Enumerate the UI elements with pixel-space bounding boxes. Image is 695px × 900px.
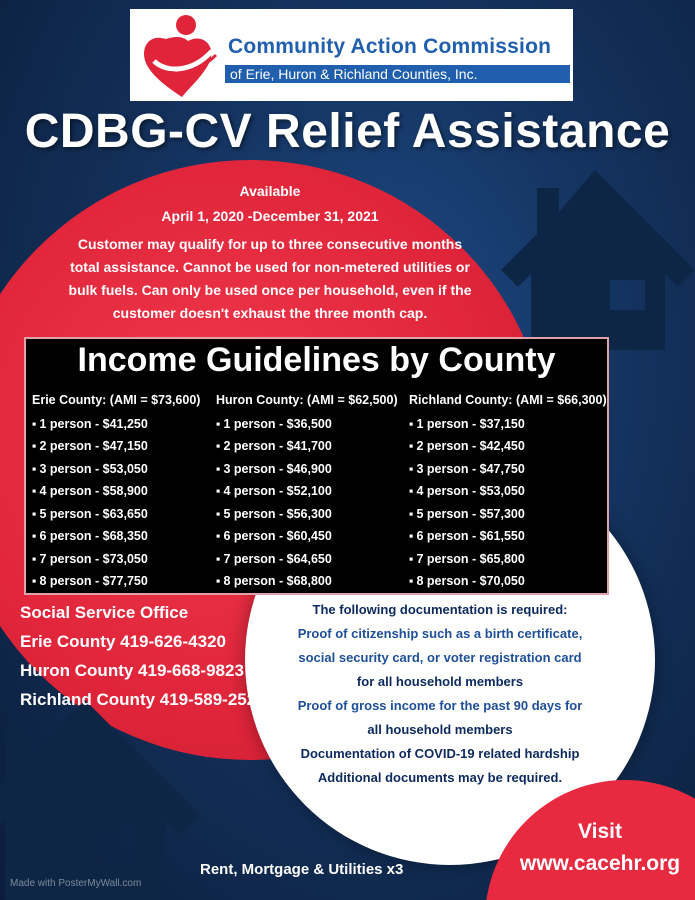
documentation-line: Additional documents may be required. <box>317 770 563 785</box>
logo-banner <box>130 9 573 101</box>
social-service-heading: Social Service Office <box>20 603 189 622</box>
documentation-line: for all household members <box>356 674 524 689</box>
logo-title: Community Action Commission <box>228 35 552 58</box>
eligibility-text <box>0 233 540 325</box>
eligibility-line: Customer may qualify for up to three consecutive months <box>77 236 463 252</box>
poster-title: CDBG-CV Relief Assistance <box>24 105 671 158</box>
eligibility-line: bulk fuels. Can only be used once per household, even if the <box>68 282 472 298</box>
documentation-line: all household members <box>367 722 513 737</box>
erie-county-column <box>32 389 200 593</box>
eligibility-line: total assistance. Cannot be used for non-metered utilities or <box>70 259 470 275</box>
income-row: ▪ 3 person - $46,900 <box>216 458 398 481</box>
income-guidelines-title: Income Guidelines by County <box>77 341 556 379</box>
income-row: ▪ 6 person - $60,450 <box>216 525 398 548</box>
income-row: ▪ 8 person - $70,050 <box>409 570 607 593</box>
phone-line: Huron County 419-668-9823 <box>20 661 244 680</box>
logo-subtitle: of Erie, Huron & Richland Counties, Inc. <box>230 66 478 82</box>
county-header: Erie County: (AMI = $73,600) <box>32 393 201 407</box>
richland-county-column <box>409 389 607 593</box>
heart-hug-logo-icon <box>138 11 220 97</box>
income-row: ▪ 8 person - $77,750 <box>32 570 200 593</box>
income-row: ▪ 2 person - $47,150 <box>32 435 200 458</box>
house-icon-left <box>0 700 230 900</box>
income-row: ▪ 2 person - $41,700 <box>216 435 398 458</box>
income-row: ▪ 5 person - $63,650 <box>32 503 200 526</box>
visit-label: Visit <box>578 820 622 843</box>
documentation-line: Proof of citizenship such as a birth certificate, <box>297 626 583 641</box>
income-row: ▪ 3 person - $47,750 <box>409 458 607 481</box>
documentation-line: Documentation of COVID-19 related hardship <box>300 746 580 761</box>
income-row: ▪ 8 person - $68,800 <box>216 570 398 593</box>
documentation-requirements <box>270 598 610 790</box>
social-service-office <box>20 598 266 714</box>
income-guidelines-table <box>24 337 609 595</box>
footer-tagline: Rent, Mortgage & Utilities x3 <box>200 861 404 878</box>
income-row: ▪ 6 person - $61,550 <box>409 525 607 548</box>
income-row: ▪ 4 person - $53,050 <box>409 480 607 503</box>
availability-label: Available <box>239 183 301 199</box>
county-header: Huron County: (AMI = $62,500) <box>216 393 398 407</box>
income-row: ▪ 1 person - $36,500 <box>216 413 398 436</box>
income-row: ▪ 4 person - $52,100 <box>216 480 398 503</box>
availability-dates: April 1, 2020 -December 31, 2021 <box>161 208 379 224</box>
income-row: ▪ 5 person - $56,300 <box>216 503 398 526</box>
county-header: Richland County: (AMI = $66,300) <box>409 393 607 407</box>
income-row: ▪ 5 person - $57,300 <box>409 503 607 526</box>
income-row: ▪ 2 person - $42,450 <box>409 435 607 458</box>
huron-county-column <box>216 389 398 593</box>
documentation-heading: The following documentation is required: <box>312 602 568 617</box>
income-row: ▪ 3 person - $53,050 <box>32 458 200 481</box>
documentation-line: Proof of gross income for the past 90 days for <box>297 698 583 713</box>
income-row: ▪ 7 person - $65,800 <box>409 548 607 571</box>
income-row: ▪ 1 person - $41,250 <box>32 413 200 436</box>
income-row: ▪ 7 person - $64,650 <box>216 548 398 571</box>
documentation-line: social security card, or voter registration card <box>298 650 582 665</box>
watermark: Made with PosterMyWall.com <box>10 878 142 889</box>
income-row: ▪ 7 person - $73,050 <box>32 548 200 571</box>
income-row: ▪ 4 person - $58,900 <box>32 480 200 503</box>
income-row: ▪ 1 person - $37,150 <box>409 413 607 436</box>
phone-line: Erie County 419-626-4320 <box>20 632 226 651</box>
eligibility-line: customer doesn't exhaust the three month cap. <box>112 305 428 321</box>
visit-website <box>505 816 695 880</box>
income-row: ▪ 6 person - $68,350 <box>32 525 200 548</box>
website-link[interactable]: www.cacehr.org <box>519 852 681 875</box>
phone-line: Richland County 419-589-2520 <box>20 690 266 709</box>
